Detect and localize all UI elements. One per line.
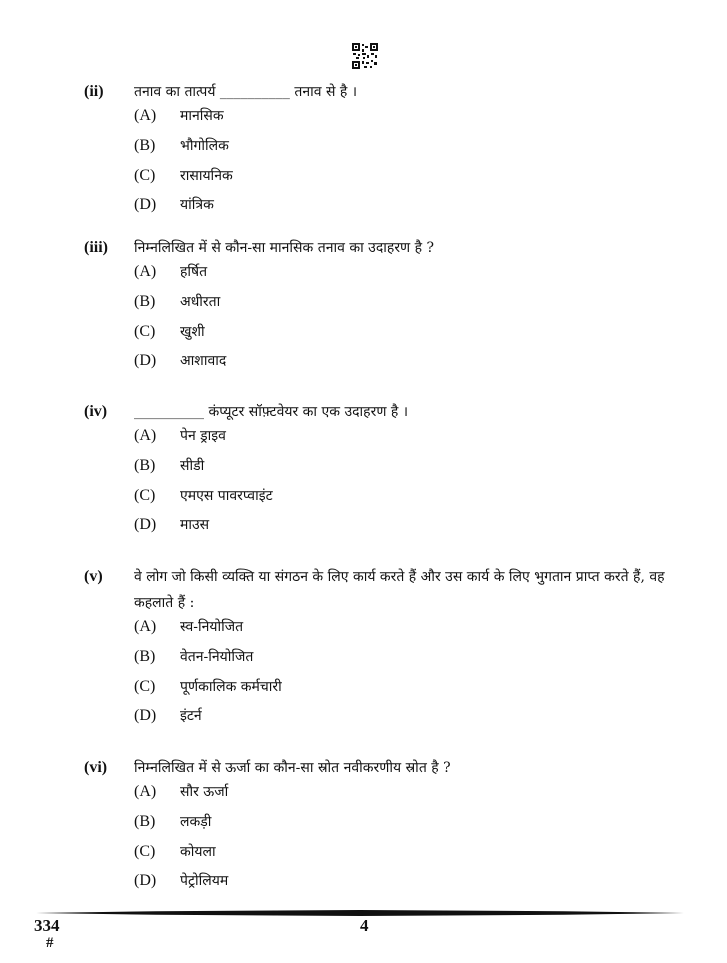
option-label: (C) xyxy=(134,843,156,860)
option-text: पूर्णकालिक कर्मचारी xyxy=(180,679,282,695)
option-text: यांत्रिक xyxy=(180,197,214,213)
option-label: (C) xyxy=(134,678,156,695)
option-label: (C) xyxy=(134,323,156,340)
question-iv xyxy=(84,401,684,533)
question-number: (vi) xyxy=(84,759,108,776)
question-text: निम्नलिखित में से कौन-सा मानसिक तनाव का उदाहरण है ? xyxy=(134,240,435,256)
option-text: सौर ऊर्जा xyxy=(180,784,229,800)
paper-code: 334 xyxy=(34,916,60,935)
question-text: निम्नलिखित में से ऊर्जा का कौन-सा स्रोत नवीकरणीय स्रोत है ? xyxy=(134,760,451,776)
option-text: माउस xyxy=(180,517,210,533)
option-text: लकड़ी xyxy=(180,814,212,830)
option-text: आशावाद xyxy=(180,353,227,369)
question-text: __________ कंप्यूटर सॉफ़्टवेयर का एक उदाहरण है । xyxy=(134,404,409,420)
option-text: भौगोलिक xyxy=(180,138,229,154)
option-text: स्व-नियोजित xyxy=(180,619,244,635)
option-label: (B) xyxy=(134,648,156,665)
question-number: (iv) xyxy=(84,403,108,420)
option-label: (B) xyxy=(134,293,156,310)
question-v xyxy=(84,566,684,726)
option-text: वेतन-नियोजित xyxy=(180,649,254,665)
option-label: (A) xyxy=(134,107,157,124)
option-text: पेट्रोलियम xyxy=(180,873,229,889)
option-label: (A) xyxy=(134,783,157,800)
option-label: (A) xyxy=(134,263,157,280)
qr-code xyxy=(352,43,378,69)
option-label: (D) xyxy=(134,516,157,533)
option-label: (D) xyxy=(134,872,157,889)
question-number: (iii) xyxy=(84,239,108,256)
option-text: खुशी xyxy=(180,324,205,340)
option-text: एमएस पावरप्वाइंट xyxy=(180,488,273,504)
option-text: पेन ड्राइव xyxy=(180,428,226,444)
question-text: वे लोग जो किसी व्यक्ति या संगठन के लिए कार्य करते हैं और उस कार्य के लिए भुगतान प्राप्त करते हैं, वह कहलाते हैं : xyxy=(134,569,665,611)
option-text: हर्षित xyxy=(180,264,208,280)
option-label: (D) xyxy=(134,707,157,724)
option-text: कोयला xyxy=(180,844,216,860)
option-label: (B) xyxy=(134,813,156,830)
option-text: सीडी xyxy=(180,458,205,474)
option-label: (C) xyxy=(134,167,156,184)
option-label: (C) xyxy=(134,487,156,504)
option-text: रासायनिक xyxy=(180,168,233,184)
option-label: (B) xyxy=(134,137,156,154)
question-number: (v) xyxy=(84,568,103,585)
question-ii xyxy=(84,81,684,213)
question-number: (ii) xyxy=(84,83,104,100)
option-text: अधीरता xyxy=(180,294,221,310)
footer-hash-mark: # xyxy=(46,935,54,951)
option-label: (B) xyxy=(134,457,156,474)
option-label: (A) xyxy=(134,427,157,444)
option-text: मानसिक xyxy=(180,108,224,124)
option-label: (A) xyxy=(134,618,157,635)
question-iii xyxy=(84,237,684,369)
option-label: (D) xyxy=(134,196,157,213)
option-label: (D) xyxy=(134,352,157,369)
question-vi xyxy=(84,757,684,889)
question-text: तनाव का तात्पर्य __________ तनाव से है । xyxy=(134,84,358,100)
page-number: 4 xyxy=(360,916,369,935)
option-text: इंटर्न xyxy=(180,708,202,724)
